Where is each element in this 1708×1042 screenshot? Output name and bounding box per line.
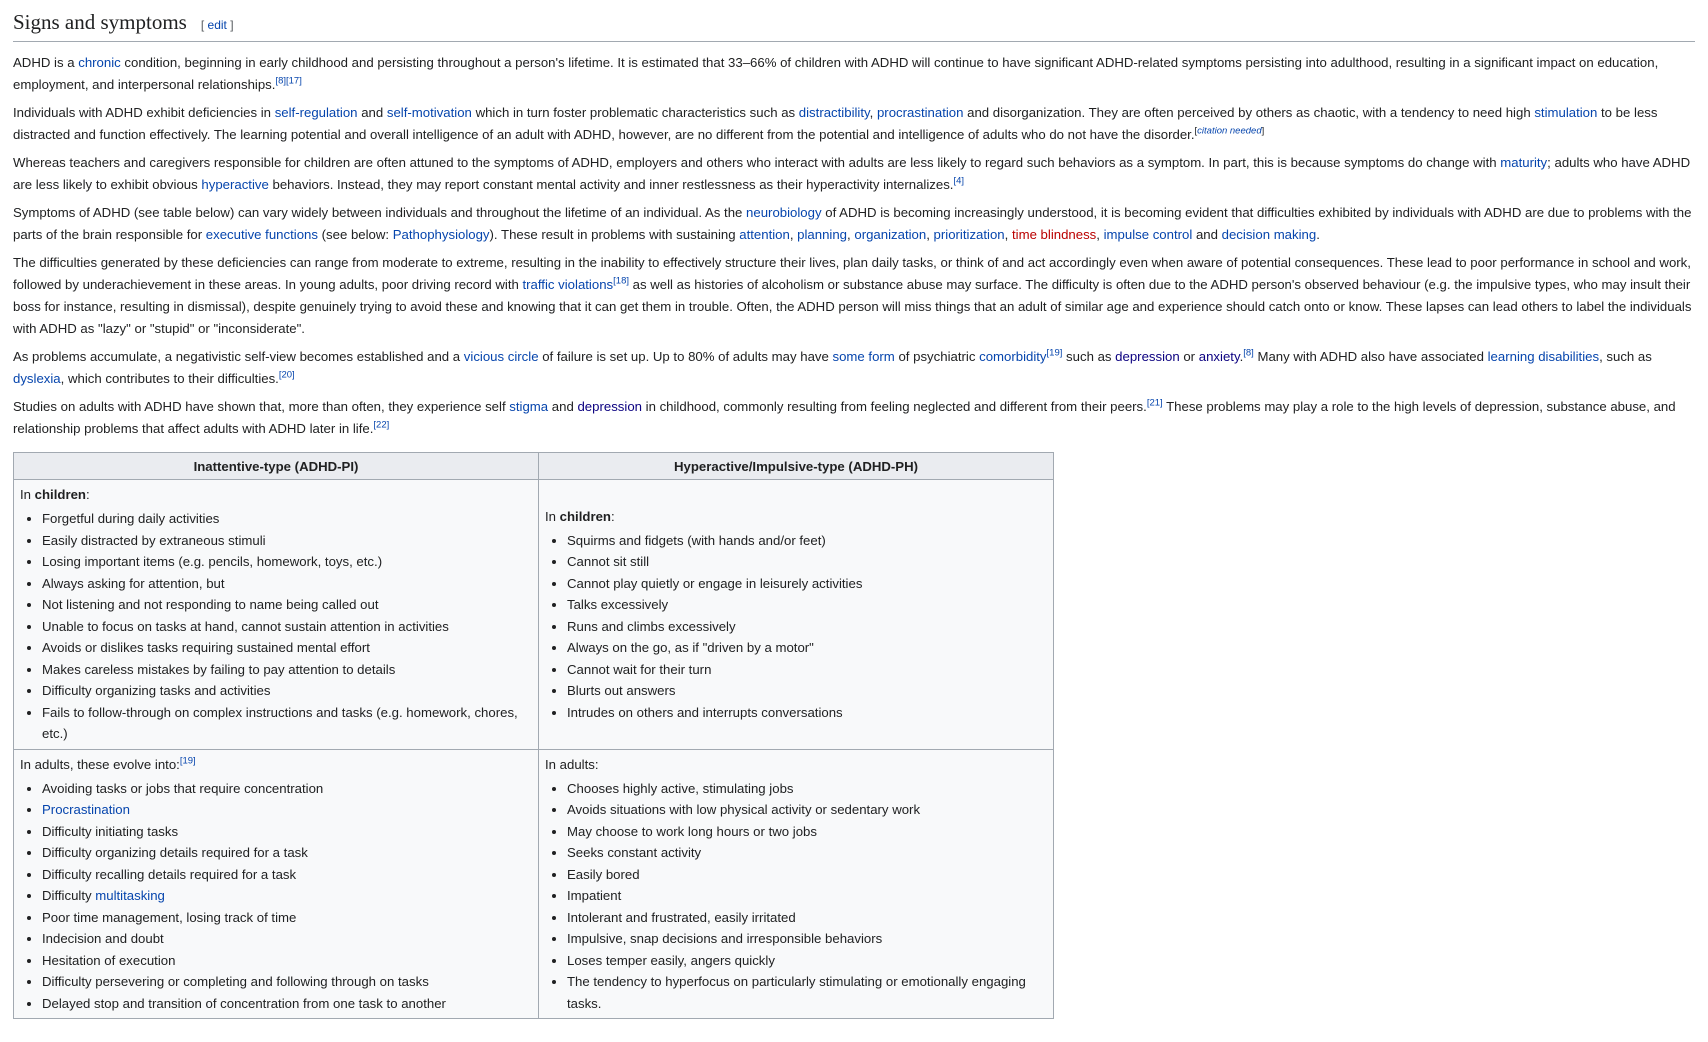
table-row-children — [14, 480, 1054, 750]
citation-needed-link[interactable]: citation needed — [1197, 125, 1262, 137]
cell-inattentive-adults — [14, 749, 539, 1019]
reference — [279, 370, 295, 381]
ref-link[interactable]: [17] — [286, 75, 302, 87]
edit-section — [201, 18, 234, 32]
list-item: • Fails to follow-through on complex instructions and tasks (e.g. homework, chores, etc.) — [42, 702, 532, 745]
list-item: • Poor time management, losing track of time — [42, 907, 532, 929]
list-item: • Forgetful during daily activities — [42, 508, 532, 530]
ref-link[interactable]: [4] — [953, 175, 965, 187]
text: and — [357, 105, 387, 120]
edit-bracket-close: ] — [226, 18, 234, 32]
link-chronic[interactable]: chronic — [78, 55, 121, 70]
section-title: Signs and symptoms — [13, 10, 187, 34]
list-item: • Cannot sit still — [567, 551, 1047, 573]
list-item: • Unable to focus on tasks at hand, cannot sustain attention in activities — [42, 616, 532, 638]
column-header-hyperactive: Hyperactive/Impulsive-type (ADHD-PH) — [539, 453, 1054, 480]
reference — [1047, 348, 1063, 359]
link-attention[interactable]: attention — [739, 227, 790, 242]
text: or — [1179, 349, 1199, 364]
link-organization[interactable]: organization — [854, 227, 927, 242]
text: , which contributes to their difficulties. — [60, 371, 279, 386]
paragraph-4 — [13, 202, 1695, 246]
link-distractibility[interactable]: distractibility — [798, 105, 870, 120]
link-self-regulation[interactable]: self-regulation — [274, 105, 358, 120]
list-item: • Loses temper easily, angers quickly — [567, 950, 1047, 972]
list-item: • Avoiding tasks or jobs that require concentration — [42, 778, 532, 800]
link-self-motivation[interactable]: self-motivation — [386, 105, 472, 120]
text: . — [1239, 349, 1244, 364]
text: , — [847, 227, 855, 242]
section-heading — [13, 6, 1695, 42]
list-item: • Always asking for attention, but — [42, 573, 532, 595]
paragraph-5 — [13, 252, 1695, 340]
text: As problems accumulate, a negativistic self-view becomes established and a — [13, 349, 464, 364]
reference — [275, 76, 301, 87]
ref-link[interactable]: [20] — [278, 369, 295, 381]
paragraph-6 — [13, 346, 1695, 390]
list-item: • Cannot wait for their turn — [567, 659, 1047, 681]
text: : — [610, 508, 615, 524]
link-comorbidity[interactable]: comorbidity — [979, 349, 1047, 364]
link-depression[interactable]: depression — [1115, 349, 1180, 364]
link-pathophysiology[interactable]: Pathophysiology — [392, 227, 490, 242]
text: behaviors. Instead, they may report constant mental activity and inner restlessness as their hyperactivity internalizes. — [268, 177, 954, 192]
link-stimulation[interactable]: stimulation — [1534, 105, 1598, 120]
list-item: • Hesitation of execution — [42, 950, 532, 972]
text: and — [1192, 227, 1222, 242]
link-prioritization[interactable]: prioritization — [933, 227, 1005, 242]
text: (see below: — [317, 227, 393, 242]
link-procrastination[interactable]: procrastination — [876, 105, 964, 120]
text: Studies on adults with ADHD have shown that, more than often, they experience self — [13, 399, 510, 414]
text: , — [1004, 227, 1012, 242]
ref-link[interactable]: [8] — [1243, 347, 1254, 359]
list-item: • Intrudes on others and interrupts conversations — [567, 702, 1047, 724]
list-item: • Difficulty organizing details required for a task — [42, 842, 532, 864]
bracket: [ — [1194, 125, 1198, 137]
paragraph-2 — [13, 102, 1695, 146]
text: of psychiatric — [894, 349, 980, 364]
cell-intro: In adults: — [545, 756, 599, 772]
link-hyperactive[interactable]: hyperactive — [201, 177, 269, 192]
link-depression[interactable]: depression — [577, 399, 642, 414]
link-decision-making[interactable]: decision making — [1221, 227, 1317, 242]
list-item: • Makes careless mistakes by failing to pay attention to details — [42, 659, 532, 681]
text: Symptoms of ADHD (see table below) can vary widely between individuals and throughout the lifetime of an individual. As the — [13, 205, 747, 220]
reference — [1147, 398, 1163, 409]
cell-inattentive-children — [14, 480, 539, 750]
cell-intro — [20, 484, 532, 506]
list-item: • Impatient — [567, 885, 1047, 907]
ref-link[interactable]: [21] — [1146, 397, 1163, 409]
link-neurobiology[interactable]: neurobiology — [746, 205, 822, 220]
link-procrastination[interactable]: Procrastination — [42, 802, 130, 817]
link-vicious-circle[interactable]: vicious circle — [463, 349, 539, 364]
text: The difficulties generated by these deficiencies can range from moderate to extreme, resulting in the inability to effectively structure their lives, plan daily tasks, or think of and act accordingly even when aware of potential consequences. These lead to poor performance in school and work, followed by underachievement in these areas. In young adults, poor driving record with — [13, 255, 1691, 292]
cell-hyperactive-adults — [539, 749, 1054, 1019]
link-planning[interactable]: planning — [797, 227, 848, 242]
text: In adults, these evolve into: — [20, 756, 180, 772]
list-item — [42, 799, 532, 821]
text: ADHD is a — [13, 55, 79, 70]
text: , such as — [1599, 349, 1652, 364]
text: of ADHD is becoming increasingly understood, it is becoming evident that difficulties exhibited by individuals with ADHD are due to problems with the parts of the brain responsible for — [13, 205, 1692, 242]
text: ). These result in problems with sustaining — [489, 227, 740, 242]
link-anxiety[interactable]: anxiety — [1198, 349, 1240, 364]
text: Many with ADHD also have associated — [1253, 349, 1488, 364]
link-executive-functions[interactable]: executive functions — [205, 227, 318, 242]
paragraph-3 — [13, 152, 1695, 196]
list-item: • May choose to work long hours or two jobs — [567, 821, 1047, 843]
symptoms-table — [13, 452, 1054, 1019]
symptom-list — [545, 530, 1047, 724]
list-item: • Difficulty initiating tasks — [42, 821, 532, 843]
text: of failure is set up. Up to 80% of adults may have — [538, 349, 833, 364]
list-item: • Squirms and fidgets (with hands and/or feet) — [567, 530, 1047, 552]
edit-link[interactable]: edit — [207, 18, 227, 32]
link-traffic-violations[interactable]: traffic violations — [522, 277, 614, 292]
list-item: • Difficulty organizing tasks and activities — [42, 680, 532, 702]
list-item: • Easily bored — [567, 864, 1047, 886]
ref-link[interactable]: [18] — [613, 275, 629, 287]
cell-intro — [545, 506, 1047, 528]
reference — [1243, 348, 1254, 359]
list-item: • Difficulty persevering or completing and following through on tasks — [42, 971, 532, 993]
text: , — [869, 105, 877, 120]
text: as well as histories of alcoholism or substance abuse may surface. The difficulty is often due to the ADHD person's observed behaviour (e.g. the impulsive types, who may insult their boss for instance, resulting in dismissal), despite genuinely trying to avoid these and knowing that it can get them in trouble. Often, the ADHD person will miss things that an adult of similar age and experience should catch onto or know. These lapses can lead others to label the individuals with ADHD as "lazy" or "stupid" or "inconsiderate". — [13, 277, 1692, 336]
list-item: • Seeks constant activity — [567, 842, 1047, 864]
text: in childhood, commonly resulting from feeling neglected and different from their peers. — [641, 399, 1147, 414]
citation-needed — [1195, 126, 1265, 137]
reference — [613, 276, 629, 287]
list-item: • Cannot play quietly or engage in leisurely activities — [567, 573, 1047, 595]
symptom-list — [545, 778, 1047, 1015]
cell-intro — [20, 754, 532, 776]
link-impulse-control[interactable]: impulse control — [1103, 227, 1193, 242]
reference — [373, 420, 389, 431]
link-learning-disabilities[interactable]: learning disabilities — [1487, 349, 1600, 364]
link-time-blindness[interactable]: time blindness — [1011, 227, 1097, 242]
text: These problems may play a role to the high levels of depression, substance abuse, and relationship problems that affect adults with ADHD later in life. — [13, 399, 1676, 436]
ref-link[interactable]: [19] — [1046, 347, 1063, 359]
ref-link[interactable]: [22] — [373, 419, 390, 431]
list-item: • The tendency to hyperfocus on particularly stimulating or emotionally engaging tasks. — [567, 971, 1047, 1014]
text: In — [20, 487, 35, 502]
text: to be less distracted and function effectively. The learning potential and overall intelligence of an adult with ADHD, however, are no different from the potential and intelligence of adults who do not have the disorder. — [13, 105, 1658, 142]
list-item: • Indecision and doubt — [42, 928, 532, 950]
reference — [953, 176, 964, 187]
list-item: • Easily distracted by extraneous stimuli — [42, 530, 532, 552]
text: condition, beginning in early childhood and persisting throughout a person's lifetime. It is estimated that 33–66% of children with ADHD will continue to have significant ADHD-related symptoms persisting into adulthood, resulting in a significant impact on education, employment, and interpersonal relationships. — [13, 55, 1659, 92]
table-header-row — [14, 453, 1054, 480]
text: such as — [1062, 349, 1116, 364]
table-row-adults — [14, 749, 1054, 1019]
list-item: • Intolerant and frustrated, easily irritated — [567, 907, 1047, 929]
text: , — [1096, 227, 1104, 242]
list-item: • Runs and climbs excessively — [567, 616, 1047, 638]
paragraph-1 — [13, 52, 1695, 96]
bracket: ] — [1261, 125, 1265, 137]
symptom-list — [20, 778, 532, 1015]
bold-text: children — [559, 508, 611, 524]
list-item: • Always on the go, as if "driven by a motor" — [567, 637, 1047, 659]
ref-link[interactable]: [19] — [179, 755, 196, 767]
list-item: • Impulsive, snap decisions and irresponsible behaviors — [567, 928, 1047, 950]
text: In — [545, 508, 560, 524]
text: Difficulty — [42, 888, 96, 903]
list-item: • Talks excessively — [567, 594, 1047, 616]
edit-bracket-open: [ — [200, 18, 208, 32]
link-multitasking[interactable]: multitasking — [95, 888, 165, 903]
reference — [180, 755, 196, 766]
list-item: • Delayed stop and transition of concentration from one task to another — [42, 993, 532, 1015]
list-item: • Difficulty recalling details required for a task — [42, 864, 532, 886]
text: , — [926, 227, 934, 242]
text: and disorganization. They are often perceived by others as chaotic, with a tendency to need high — [963, 105, 1535, 120]
text: which in turn foster problematic characteristics such as — [471, 105, 799, 120]
link-maturity[interactable]: maturity — [1500, 155, 1548, 170]
text: . — [1316, 227, 1320, 242]
list-item: • Chooses highly active, stimulating jobs — [567, 778, 1047, 800]
list-item: • Losing important items (e.g. pencils, homework, toys, etc.) — [42, 551, 532, 573]
list-item: • Not listening and not responding to name being called out — [42, 594, 532, 616]
text: , — [789, 227, 798, 242]
list-item: • Avoids situations with low physical activity or sedentary work — [567, 799, 1047, 821]
list-item: • Avoids or dislikes tasks requiring sustained mental effort — [42, 637, 532, 659]
column-header-inattentive: Inattentive-type (ADHD-PI) — [14, 453, 539, 480]
list-item — [42, 885, 532, 907]
list-item: • Blurts out answers — [567, 680, 1047, 702]
link-stigma[interactable]: stigma — [509, 399, 549, 414]
symptom-list — [20, 508, 532, 745]
text: and — [548, 399, 578, 414]
ref-link[interactable]: [8] — [275, 75, 286, 87]
paragraph-7 — [13, 396, 1695, 440]
cell-hyperactive-children — [539, 480, 1054, 750]
text: ; adults who have ADHD are less likely to exhibit obvious — [13, 155, 1691, 192]
citation-needed-label — [1194, 125, 1262, 137]
link-dyslexia[interactable]: dyslexia — [13, 371, 61, 386]
text: Individuals with ADHD exhibit deficiencies in — [13, 105, 275, 120]
bold-text: children — [34, 487, 86, 502]
text: Whereas teachers and caregivers responsible for children are often attuned to the symptoms of ADHD, employers and others who interact with adults are less likely to regard such behaviors as a symptom. In part, this is because symptoms do change with — [13, 155, 1501, 170]
link-some-form[interactable]: some form — [832, 349, 895, 364]
text: : — [85, 487, 90, 502]
